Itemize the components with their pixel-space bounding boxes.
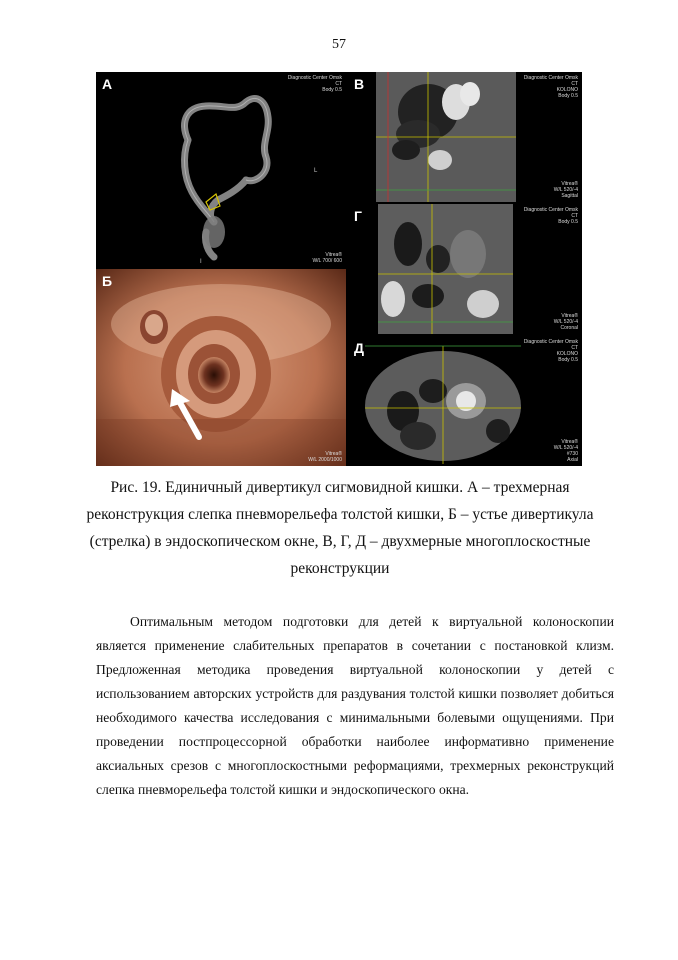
page-number: 57 (332, 37, 346, 52)
caption-line: реконструкции (290, 560, 390, 577)
panel-b-endoscopic-view (96, 269, 346, 466)
panel-letter-g: Г (354, 208, 362, 224)
panel-letter-b: Б (102, 273, 113, 289)
svg-text:I: I (200, 259, 202, 265)
panel-a-3d-reconstruction (96, 72, 346, 267)
panel-v-sagittal (348, 72, 582, 202)
panel-a-info-bottom: Vitrea® W/L 700/ 600 (312, 252, 342, 264)
panel-d-info-bottom: Vitrea® W/L 520/-4 #730 Axial (553, 439, 578, 463)
paragraph-text: Оптимальным методом подготовки для детей к виртуальной колоноскопии является применение слабительных препаратов в сочетании с постановкой клизм. Предложенная методика проведения виртуальной колоноскопии у детей с использованием авторских устройств для раздувания толстой кишки позволяет добиться необходимого качества исследования с минимальными болевыми ощущениями. При проведении постпроцессорной обработки наиболее информативно применение аксиальных срезов с многоплоскостными реформациями, трехмерных реконструкций слепка пневморельефа толстой кишки и эндоскопического окна. (96, 614, 614, 797)
panel-d-axial (348, 336, 582, 466)
panel-letter-v: В (354, 76, 365, 92)
caption-line: реконструкция слепка пневморельефа толстой кишки, Б – устье дивертикула (86, 506, 594, 523)
figure-caption (60, 474, 620, 582)
panel-b-info-bottom: Vitrea® W/L 2000/1000 (308, 451, 342, 463)
endoscopic-image (96, 269, 346, 466)
panel-letter-d: Д (354, 340, 364, 356)
panel-a-info-top: Diagnostic Center Omsk CT Body 0.5 (287, 75, 342, 93)
panel-v-info-top: Diagnostic Center Omsk CT KOLONO Body 0.5 (523, 75, 578, 99)
panel-g-info-bottom: Vitrea® W/L 520/-4 Coronal (553, 313, 578, 331)
panel-g-coronal (348, 204, 582, 334)
body-paragraph (96, 610, 614, 802)
panel-d-info-top: Diagnostic Center Omsk CT KOLONO Body 0.5 (523, 339, 578, 363)
figure-19 (96, 72, 582, 466)
colon-3d-image (96, 72, 346, 267)
caption-line: (стрелка) в эндоскопическом окне, В, Г, Д – двухмерные многоплоскостные (89, 533, 591, 550)
panel-g-info-top: Diagnostic Center Omsk CT Body 0.5 (523, 207, 578, 225)
caption-line: Рис. 19. Единичный дивертикул сигмовидной кишки. А – трехмерная (110, 479, 570, 496)
panel-v-info-bottom: Vitrea® W/L 520/-4 Sagittal (553, 181, 578, 199)
svg-text:L: L (314, 168, 318, 174)
panel-letter-a: А (102, 76, 113, 92)
